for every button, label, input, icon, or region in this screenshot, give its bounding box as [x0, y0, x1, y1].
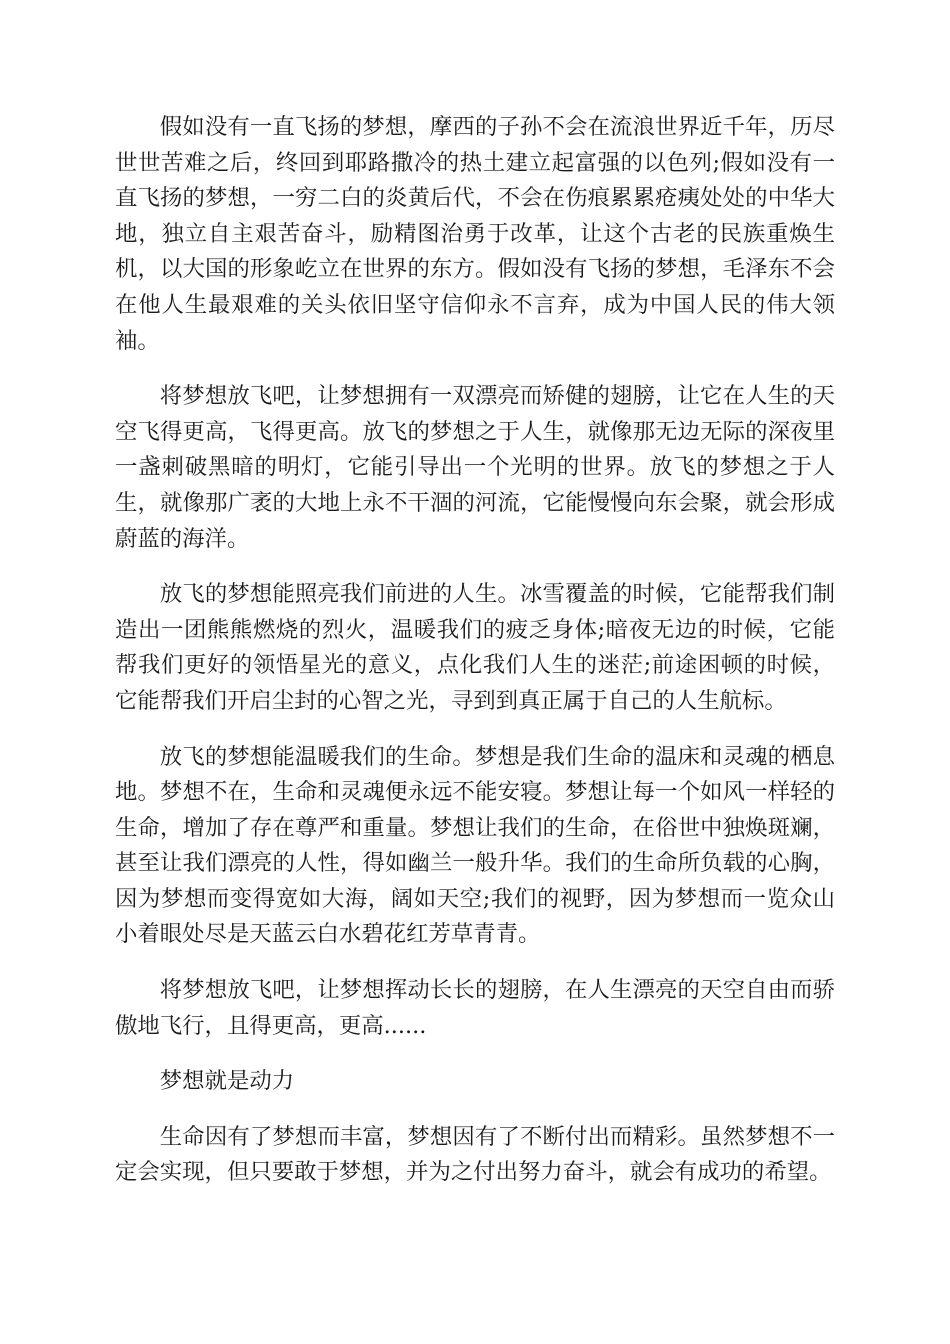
- paragraph-dream-history: 假如没有一直飞扬的梦想，摩西的子孙不会在流浪世界近千年，历尽世世苦难之后，终回到耶路撒冷的热土建立起富强的以色列;假如没有一直飞扬的梦想，一穷二白的炎黄后代，不会在伤痕累累疮痍处处的中华大地，独立自主艰苦奋斗，励精图治勇于改革，让这个古老的民族重焕生机，以大国的形象屹立在世界的东方。假如没有飞扬的梦想，毛泽东不会在他人生最艰难的关头依旧坚守信仰永不言弃，成为中国人民的伟大领袖。: [115, 114, 835, 354]
- paragraph-release-dream: 将梦想放飞吧，让梦想拥有一双漂亮而矫健的翅膀，让它在人生的天空飞得更高，飞得更高。放飞的梦想之于人生，就像那无边无际的深夜里一盏刺破黑暗的明灯，它能引导出一个光明的世界。放飞的梦想之于人生，就像那广袤的大地上永不干涸的河流，它能慢慢向东会聚，就会形成蔚蓝的海洋。: [115, 383, 835, 552]
- section-heading: 梦想就是动力: [159, 1068, 295, 1095]
- document-body: [115, 110, 835, 1211]
- paragraph-fly-higher: 将梦想放飞吧，让梦想挥动长长的翅膀，在人生漂亮的天空自由而骄傲地飞行，且得更高，更高......: [115, 977, 835, 1039]
- paragraph-dream-power: 生命因有了梦想而丰富，梦想因有了不断付出而精彩。虽然梦想不一定会实现，但只要敢于梦想，并为之付出努力奋斗，就会有成功的希望。: [115, 1123, 835, 1186]
- paragraph-light-life: 放飞的梦想能照亮我们前进的人生。冰雪覆盖的时候，它能帮我们制造出一团熊熊燃烧的烈火，温暖我们的疲乏身体;暗夜无边的时候，它能帮我们更好的领悟星光的意义，点化我们人生的迷茫;前途困顿的时候，它能帮我们开启尘封的心智之光，寻到到真正属于自己的人生航标。: [115, 581, 835, 714]
- paragraph-warm-life: 放飞的梦想能温暖我们的生命。梦想是我们生命的温床和灵魂的栖息地。梦想不在，生命和灵魂便永远不能安寝。梦想让每一个如风一样轻的生命，增加了存在尊严和重量。梦想让我们的生命，在俗世中独焕斑斓，甚至让我们漂亮的人性，得如幽兰一般升华。我们的生命所负载的心胸，因为梦想而变得宽如大海，阔如天空;我们的视野，因为梦想而一览众山小着眼处尽是天蓝云白水碧花红芳草青青。: [115, 743, 835, 948]
